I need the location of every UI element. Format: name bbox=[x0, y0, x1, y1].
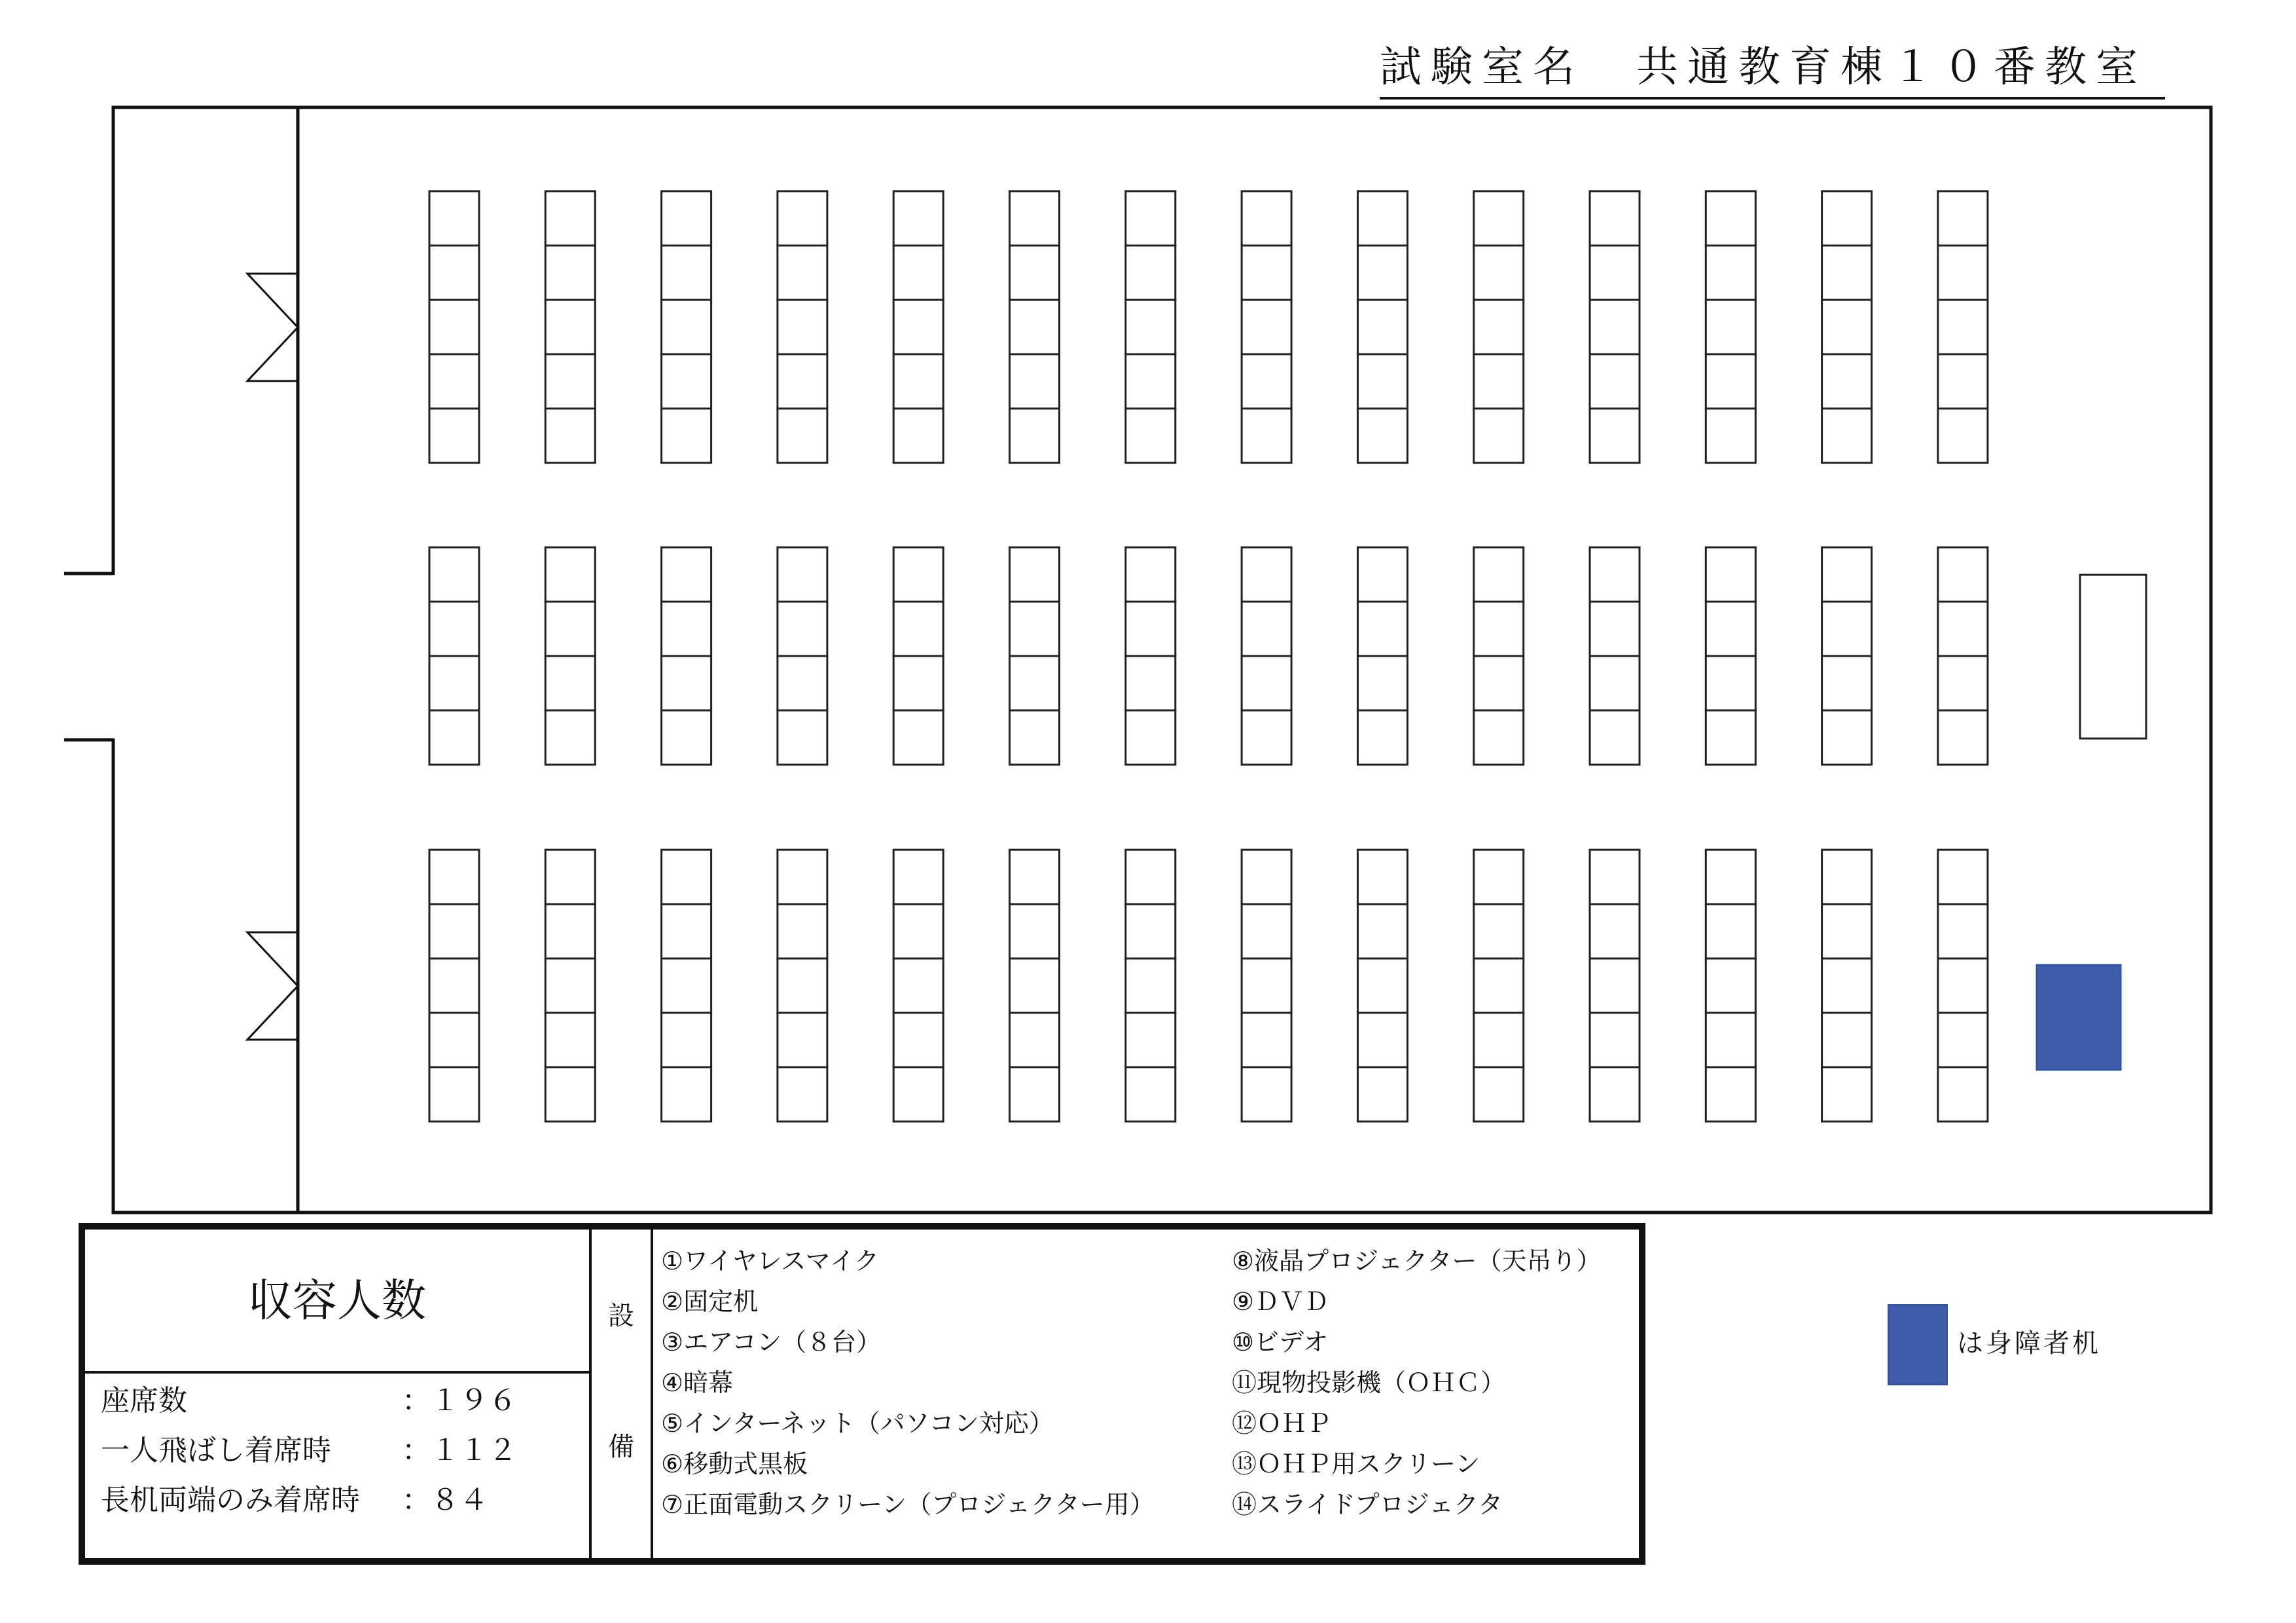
seat-front-col4-5 bbox=[778, 1067, 827, 1122]
seat-front-col5-4 bbox=[893, 1013, 943, 1067]
seat-front-col3-3 bbox=[662, 958, 711, 1013]
door-top bbox=[247, 274, 298, 381]
seat-rear-col9-4 bbox=[1357, 354, 1407, 409]
capacity-row-every-other bbox=[101, 1431, 517, 1470]
seat-rear-col3-4 bbox=[662, 354, 711, 409]
seat-middle-col7-4 bbox=[1126, 710, 1175, 765]
seat-front-col14-5 bbox=[1938, 1067, 1988, 1122]
seat-middle-col2-4 bbox=[545, 710, 595, 765]
seat-middle-col2-2 bbox=[545, 602, 595, 656]
seat-middle-col1-3 bbox=[429, 656, 479, 710]
seat-front-col1-4 bbox=[429, 1013, 479, 1067]
capacity-heading: 収容人数 bbox=[85, 1230, 589, 1374]
seat-middle-col10-1 bbox=[1474, 547, 1524, 602]
seat-middle-col7-3 bbox=[1126, 656, 1175, 710]
capacity-value: ：１９６ bbox=[402, 1384, 517, 1417]
capacity-label: 座席数 bbox=[101, 1384, 187, 1417]
seat-rear-col1-3 bbox=[429, 300, 479, 354]
seat-front-col6-1 bbox=[1010, 850, 1060, 904]
seat-middle-col9-2 bbox=[1357, 602, 1407, 656]
seat-rear-col2-3 bbox=[545, 300, 595, 354]
equipment-heading-top: 設 bbox=[608, 1301, 634, 1331]
equipment-item: ⑩ビデオ bbox=[1232, 1328, 1329, 1357]
seat-rear-col14-1 bbox=[1938, 191, 1988, 246]
seat-middle-col10-4 bbox=[1474, 710, 1524, 765]
seat-rear-col2-4 bbox=[545, 354, 595, 409]
seat-front-col6-5 bbox=[1010, 1067, 1060, 1122]
seat-rear-col14-3 bbox=[1938, 300, 1988, 354]
lectern bbox=[2080, 575, 2146, 739]
seat-front-col13-1 bbox=[1822, 850, 1872, 904]
seat-front-col2-4 bbox=[545, 1013, 595, 1067]
seat-rear-col13-2 bbox=[1822, 246, 1872, 300]
seat-middle-col12-1 bbox=[1706, 547, 1755, 602]
seat-middle-col12-2 bbox=[1706, 602, 1755, 656]
seat-rear-col4-4 bbox=[778, 354, 827, 409]
seat-front-col9-3 bbox=[1357, 958, 1407, 1013]
capacity-label: 一人飛ばし着席時 bbox=[101, 1434, 331, 1467]
seat-rear-col13-3 bbox=[1822, 300, 1872, 354]
seat-middle-col8-1 bbox=[1242, 547, 1291, 602]
equipment-item: ⑪現物投影機（ＯＨＣ） bbox=[1232, 1368, 1506, 1397]
seat-front-col14-1 bbox=[1938, 850, 1988, 904]
seat-front-col12-2 bbox=[1706, 904, 1755, 958]
equipment-item: ⑨ＤＶＤ bbox=[1232, 1287, 1329, 1316]
seat-rear-col8-5 bbox=[1242, 409, 1291, 463]
seat-middle-col9-3 bbox=[1357, 656, 1407, 710]
seat-middle-col8-3 bbox=[1242, 656, 1291, 710]
seat-rear-col8-3 bbox=[1242, 300, 1291, 354]
seat-rear-col3-5 bbox=[662, 409, 711, 463]
seat-front-col14-2 bbox=[1938, 904, 1988, 958]
seat-rear-col1-1 bbox=[429, 191, 479, 246]
seat-middle-col2-3 bbox=[545, 656, 595, 710]
equipment-item: ①ワイヤレスマイク bbox=[661, 1247, 880, 1275]
seat-front-col11-4 bbox=[1590, 1013, 1640, 1067]
seat-rear-col10-3 bbox=[1474, 300, 1524, 354]
seat-middle-col6-1 bbox=[1010, 547, 1060, 602]
room-title-label: 試験室名 bbox=[1380, 43, 1584, 92]
equipment-item: ②固定机 bbox=[661, 1287, 759, 1316]
seat-rear-col13-1 bbox=[1822, 191, 1872, 246]
seat-middle-col11-4 bbox=[1590, 710, 1640, 765]
seat-middle-col1-1 bbox=[429, 547, 479, 602]
seat-rear-col7-1 bbox=[1126, 191, 1175, 246]
seat-front-col3-2 bbox=[662, 904, 711, 958]
seat-rear-col10-4 bbox=[1474, 354, 1524, 409]
seat-rear-col5-4 bbox=[893, 354, 943, 409]
seat-middle-col13-1 bbox=[1822, 547, 1872, 602]
seat-front-col11-5 bbox=[1590, 1067, 1640, 1122]
seat-front-col8-4 bbox=[1242, 1013, 1291, 1067]
seat-rear-col4-5 bbox=[778, 409, 827, 463]
seat-middle-col8-4 bbox=[1242, 710, 1291, 765]
seat-front-col14-4 bbox=[1938, 1013, 1988, 1067]
seat-middle-col6-4 bbox=[1010, 710, 1060, 765]
seat-front-col4-2 bbox=[778, 904, 827, 958]
seat-rear-col5-5 bbox=[893, 409, 943, 463]
equipment-item: ④暗幕 bbox=[661, 1368, 734, 1397]
seat-middle-col9-4 bbox=[1357, 710, 1407, 765]
seat-front-col5-1 bbox=[893, 850, 943, 904]
seat-front-col10-5 bbox=[1474, 1067, 1524, 1122]
seat-middle-col2-1 bbox=[545, 547, 595, 602]
equipment-item: ⑦正面電動スクリーン（プロジェクター用） bbox=[661, 1490, 1155, 1519]
capacity-value: ：１１２ bbox=[402, 1434, 517, 1467]
seat-front-col7-3 bbox=[1126, 958, 1175, 1013]
seat-front-col1-5 bbox=[429, 1067, 479, 1122]
seat-rear-col10-1 bbox=[1474, 191, 1524, 246]
seat-front-col2-3 bbox=[545, 958, 595, 1013]
seat-rear-col6-1 bbox=[1010, 191, 1060, 246]
seat-rear-col8-1 bbox=[1242, 191, 1291, 246]
seat-front-col14-3 bbox=[1938, 958, 1988, 1013]
capacity-panel bbox=[85, 1230, 592, 1558]
seat-middle-col3-3 bbox=[662, 656, 711, 710]
seat-front-col4-1 bbox=[778, 850, 827, 904]
seat-rear-col1-5 bbox=[429, 409, 479, 463]
seat-rear-col3-2 bbox=[662, 246, 711, 300]
seat-middle-col12-4 bbox=[1706, 710, 1755, 765]
seat-middle-col5-3 bbox=[893, 656, 943, 710]
seat-middle-col12-3 bbox=[1706, 656, 1755, 710]
seat-rear-col6-2 bbox=[1010, 246, 1060, 300]
seat-rear-col9-5 bbox=[1357, 409, 1407, 463]
seat-front-col12-4 bbox=[1706, 1013, 1755, 1067]
seat-rear-col9-1 bbox=[1357, 191, 1407, 246]
seat-middle-col14-1 bbox=[1938, 547, 1988, 602]
seat-middle-col5-1 bbox=[893, 547, 943, 602]
seat-middle-col11-1 bbox=[1590, 547, 1640, 602]
seat-rear-col4-2 bbox=[778, 246, 827, 300]
seat-middle-col13-2 bbox=[1822, 602, 1872, 656]
legend-text: は身障者机 bbox=[1957, 1328, 2101, 1359]
seat-front-col12-1 bbox=[1706, 850, 1755, 904]
equipment-item: ③エアコン（８台） bbox=[661, 1328, 882, 1357]
seat-rear-col3-3 bbox=[662, 300, 711, 354]
seat-front-col10-4 bbox=[1474, 1013, 1524, 1067]
seat-front-col3-5 bbox=[662, 1067, 711, 1122]
seat-rear-col5-3 bbox=[893, 300, 943, 354]
seat-front-col7-2 bbox=[1126, 904, 1175, 958]
seat-rear-col9-2 bbox=[1357, 246, 1407, 300]
seat-rear-col6-4 bbox=[1010, 354, 1060, 409]
seat-front-col8-2 bbox=[1242, 904, 1291, 958]
seat-middle-col3-4 bbox=[662, 710, 711, 765]
seat-middle-col11-3 bbox=[1590, 656, 1640, 710]
seat-rear-col10-2 bbox=[1474, 246, 1524, 300]
seat-middle-col7-2 bbox=[1126, 602, 1175, 656]
equipment-heading bbox=[592, 1230, 653, 1558]
seat-rear-col4-1 bbox=[778, 191, 827, 246]
seat-front-col7-4 bbox=[1126, 1013, 1175, 1067]
seat-rear-col2-2 bbox=[545, 246, 595, 300]
seat-rear-col2-5 bbox=[545, 409, 595, 463]
seat-middle-col4-4 bbox=[778, 710, 827, 765]
room-title-name: 共通教育棟１０番教室 bbox=[1636, 43, 2147, 92]
equipment-item: ⑭スライドプロジェクタ bbox=[1232, 1490, 1503, 1519]
seat-front-col9-5 bbox=[1357, 1067, 1407, 1122]
seat-front-col3-4 bbox=[662, 1013, 711, 1067]
seat-middle-col9-1 bbox=[1357, 547, 1407, 602]
seat-front-col12-5 bbox=[1706, 1067, 1755, 1122]
seat-front-col13-4 bbox=[1822, 1013, 1872, 1067]
seat-rear-col11-3 bbox=[1590, 300, 1640, 354]
seat-rear-col5-1 bbox=[893, 191, 943, 246]
accessible-desk bbox=[2037, 965, 2121, 1070]
seat-middle-col3-2 bbox=[662, 602, 711, 656]
seat-front-col6-2 bbox=[1010, 904, 1060, 958]
seat-middle-col5-4 bbox=[893, 710, 943, 765]
equipment-item: ⑤インターネット（パソコン対応） bbox=[661, 1409, 1054, 1438]
seat-front-col2-5 bbox=[545, 1067, 595, 1122]
seat-front-col10-2 bbox=[1474, 904, 1524, 958]
seat-front-col13-2 bbox=[1822, 904, 1872, 958]
equipment-heading-bottom: 備 bbox=[608, 1432, 634, 1462]
seat-rear-col11-4 bbox=[1590, 354, 1640, 409]
capacity-row-ends-only bbox=[101, 1481, 488, 1520]
seat-grid bbox=[429, 191, 1988, 1122]
seat-rear-col11-2 bbox=[1590, 246, 1640, 300]
seat-rear-col12-3 bbox=[1706, 300, 1755, 354]
capacity-label: 長机両端のみ着席時 bbox=[101, 1484, 360, 1517]
seat-middle-col4-3 bbox=[778, 656, 827, 710]
seat-front-col6-3 bbox=[1010, 958, 1060, 1013]
seat-rear-col14-5 bbox=[1938, 409, 1988, 463]
seat-front-col10-1 bbox=[1474, 850, 1524, 904]
seat-front-col1-1 bbox=[429, 850, 479, 904]
seat-rear-col13-5 bbox=[1822, 409, 1872, 463]
seat-middle-col14-2 bbox=[1938, 602, 1988, 656]
seat-middle-col4-1 bbox=[778, 547, 827, 602]
seat-front-col8-5 bbox=[1242, 1067, 1291, 1122]
seat-middle-col10-3 bbox=[1474, 656, 1524, 710]
seat-rear-col8-4 bbox=[1242, 354, 1291, 409]
seat-rear-col5-2 bbox=[893, 246, 943, 300]
seat-front-col1-3 bbox=[429, 958, 479, 1013]
seat-front-col12-3 bbox=[1706, 958, 1755, 1013]
seat-rear-col12-4 bbox=[1706, 354, 1755, 409]
seat-front-col4-4 bbox=[778, 1013, 827, 1067]
seat-front-col2-2 bbox=[545, 904, 595, 958]
seat-rear-col14-4 bbox=[1938, 354, 1988, 409]
seat-middle-col3-1 bbox=[662, 547, 711, 602]
seat-middle-col6-3 bbox=[1010, 656, 1060, 710]
seat-front-col8-3 bbox=[1242, 958, 1291, 1013]
legend-swatch bbox=[1888, 1304, 1948, 1385]
seat-front-col9-4 bbox=[1357, 1013, 1407, 1067]
seat-front-col5-3 bbox=[893, 958, 943, 1013]
seat-front-col10-3 bbox=[1474, 958, 1524, 1013]
seat-rear-col6-5 bbox=[1010, 409, 1060, 463]
seat-rear-col8-2 bbox=[1242, 246, 1291, 300]
seat-middle-col14-4 bbox=[1938, 710, 1988, 765]
seat-rear-col12-2 bbox=[1706, 246, 1755, 300]
seat-rear-col7-4 bbox=[1126, 354, 1175, 409]
seat-rear-col3-1 bbox=[662, 191, 711, 246]
seat-rear-col7-3 bbox=[1126, 300, 1175, 354]
seat-rear-col13-4 bbox=[1822, 354, 1872, 409]
door-bottom bbox=[247, 932, 298, 1040]
seat-middle-col11-2 bbox=[1590, 602, 1640, 656]
capacity-value: ：８４ bbox=[402, 1484, 488, 1517]
seat-middle-col8-2 bbox=[1242, 602, 1291, 656]
seat-middle-col7-1 bbox=[1126, 547, 1175, 602]
seat-rear-col6-3 bbox=[1010, 300, 1060, 354]
seat-front-col11-3 bbox=[1590, 958, 1640, 1013]
seat-middle-col5-2 bbox=[893, 602, 943, 656]
seat-rear-col7-2 bbox=[1126, 246, 1175, 300]
seat-rear-col12-5 bbox=[1706, 409, 1755, 463]
seat-front-col9-2 bbox=[1357, 904, 1407, 958]
seat-rear-col1-2 bbox=[429, 246, 479, 300]
seat-front-col2-1 bbox=[545, 850, 595, 904]
seat-rear-col14-2 bbox=[1938, 246, 1988, 300]
seat-rear-col1-4 bbox=[429, 354, 479, 409]
seat-front-col11-2 bbox=[1590, 904, 1640, 958]
seat-middle-col13-3 bbox=[1822, 656, 1872, 710]
seat-middle-col10-2 bbox=[1474, 602, 1524, 656]
seat-middle-col13-4 bbox=[1822, 710, 1872, 765]
seat-rear-col11-1 bbox=[1590, 191, 1640, 246]
seat-front-col7-5 bbox=[1126, 1067, 1175, 1122]
seat-front-col4-3 bbox=[778, 958, 827, 1013]
seat-rear-col12-1 bbox=[1706, 191, 1755, 246]
seat-rear-col9-3 bbox=[1357, 300, 1407, 354]
seat-front-col6-4 bbox=[1010, 1013, 1060, 1067]
seat-rear-col10-5 bbox=[1474, 409, 1524, 463]
seat-front-col7-1 bbox=[1126, 850, 1175, 904]
seat-front-col5-2 bbox=[893, 904, 943, 958]
seat-front-col13-3 bbox=[1822, 958, 1872, 1013]
equipment-item: ⑫ＯＨＰ bbox=[1232, 1409, 1332, 1438]
seat-middle-col1-4 bbox=[429, 710, 479, 765]
seat-front-col13-5 bbox=[1822, 1067, 1872, 1122]
seat-rear-col11-5 bbox=[1590, 409, 1640, 463]
seat-front-col1-2 bbox=[429, 904, 479, 958]
seat-front-col9-1 bbox=[1357, 850, 1407, 904]
seat-front-col3-1 bbox=[662, 850, 711, 904]
seat-rear-col2-1 bbox=[545, 191, 595, 246]
seat-middle-col1-2 bbox=[429, 602, 479, 656]
seat-middle-col4-2 bbox=[778, 602, 827, 656]
seat-front-col8-1 bbox=[1242, 850, 1291, 904]
seat-front-col11-1 bbox=[1590, 850, 1640, 904]
info-table bbox=[79, 1223, 1645, 1565]
equipment-item: ⑧液晶プロジェクター（天吊り） bbox=[1232, 1247, 1602, 1275]
capacity-row-seats bbox=[101, 1381, 517, 1421]
seat-front-col5-5 bbox=[893, 1067, 943, 1122]
seat-middle-col14-3 bbox=[1938, 656, 1988, 710]
seat-middle-col6-2 bbox=[1010, 602, 1060, 656]
equipment-item: ⑥移動式黒板 bbox=[661, 1450, 808, 1478]
seat-rear-col7-5 bbox=[1126, 409, 1175, 463]
equipment-item: ⑬ＯＨＰ用スクリーン bbox=[1232, 1450, 1480, 1478]
seat-rear-col4-3 bbox=[778, 300, 827, 354]
